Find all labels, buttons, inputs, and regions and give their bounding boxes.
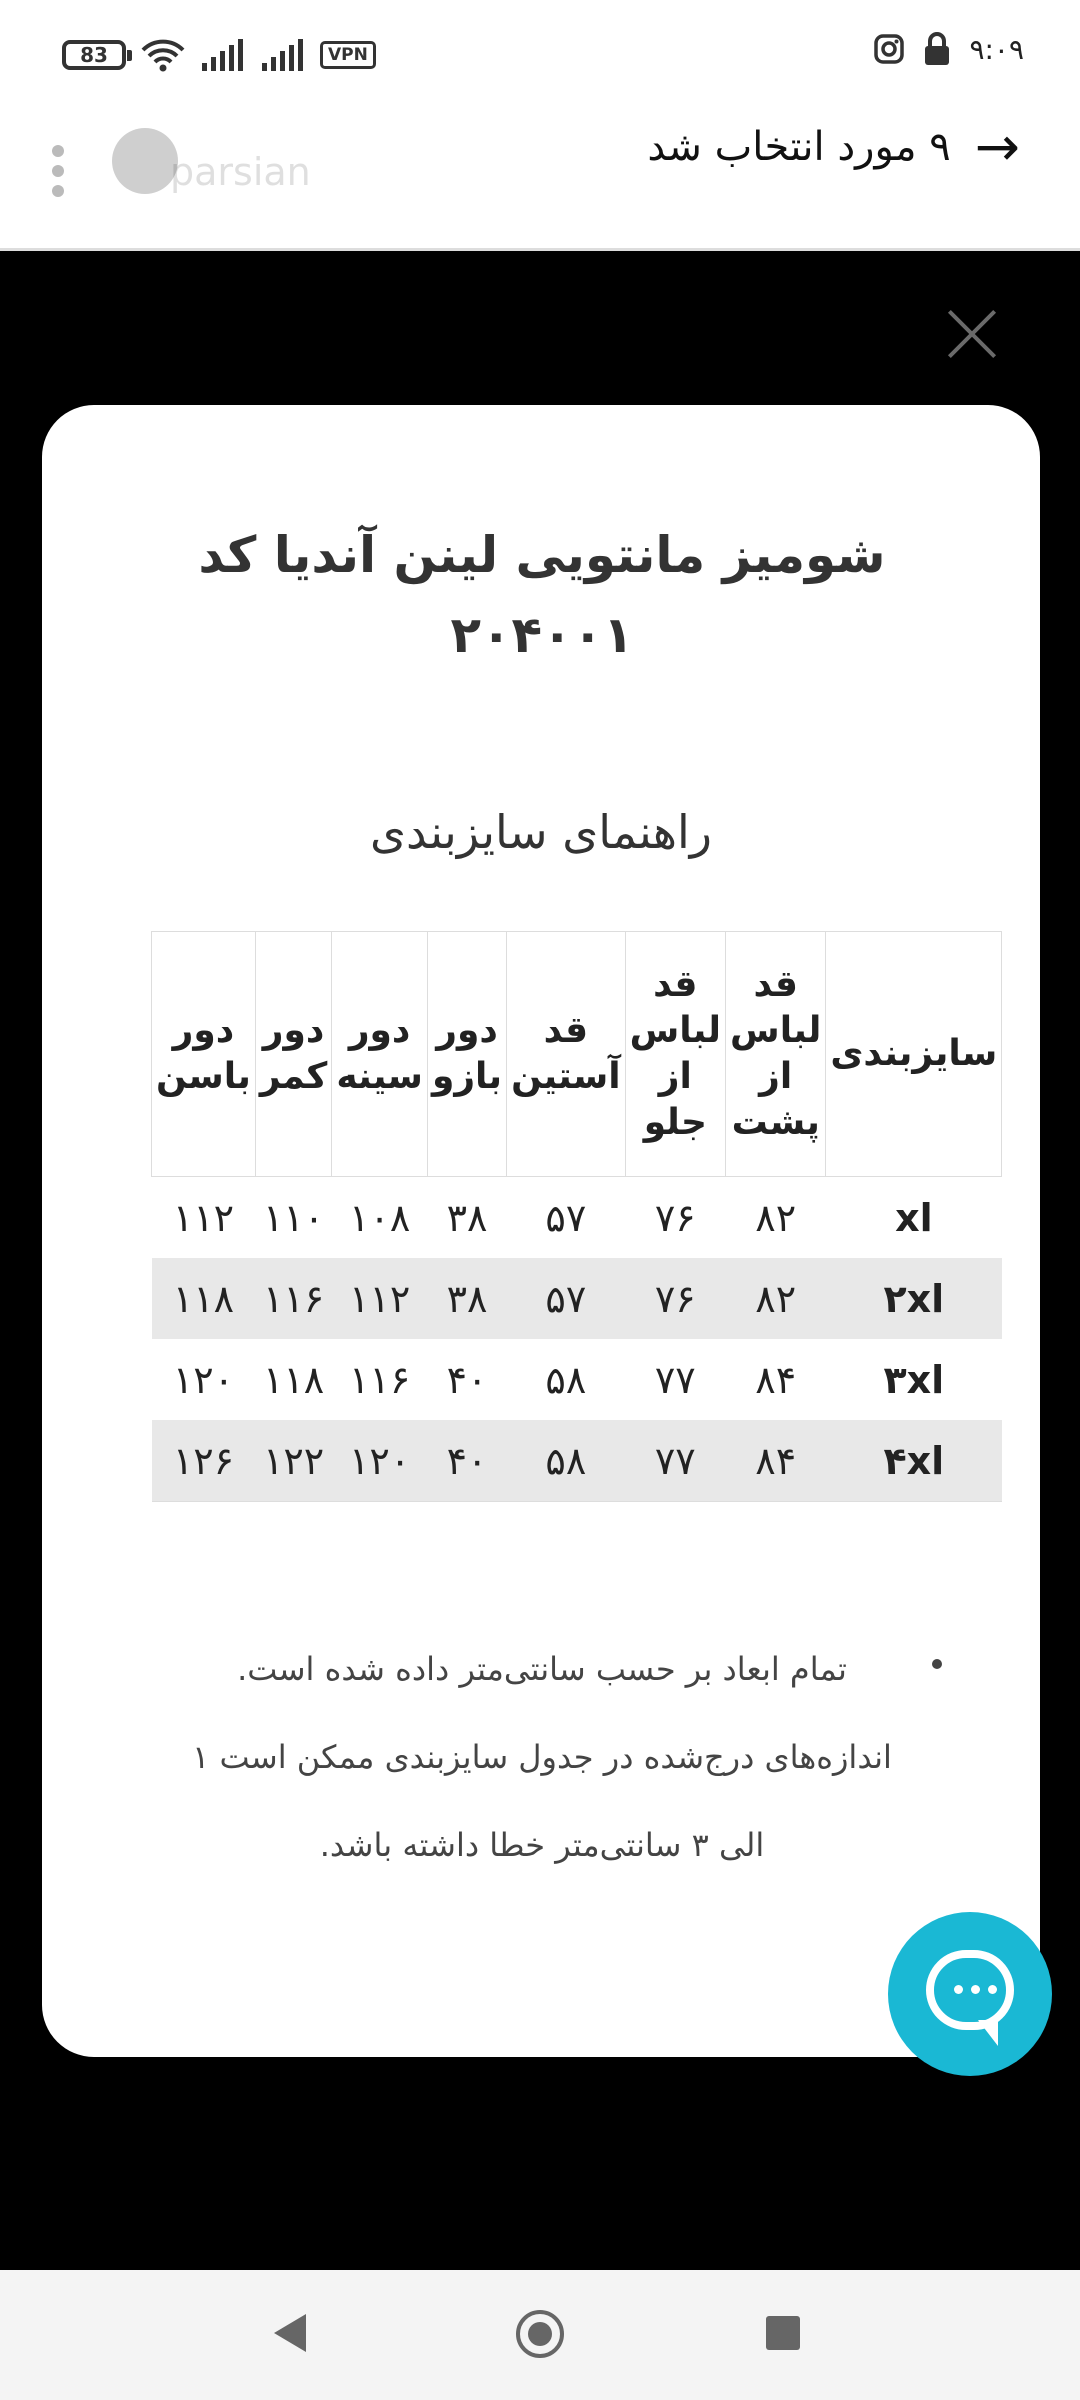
instagram-icon <box>873 33 905 65</box>
more-options-icon[interactable] <box>52 145 66 205</box>
battery-level: 83 <box>80 43 108 67</box>
table-cell: ۵۷ <box>507 1258 626 1339</box>
size-table <box>151 931 1002 1502</box>
table-cell: ۱۲۶ <box>152 1420 256 1502</box>
table-cell: ۷۷ <box>654 1357 696 1402</box>
selection-header <box>647 115 1020 178</box>
battery-icon <box>62 40 126 70</box>
table-cell: ۳۸ <box>446 1195 488 1240</box>
table-cell: ۸۴ <box>755 1357 797 1402</box>
chat-button[interactable] <box>888 1912 1052 2076</box>
header-waist-circumference: دور کمر <box>255 932 331 1177</box>
table-cell: ۸۴ <box>726 1420 826 1502</box>
table-cell: ۱۱۲ <box>332 1258 428 1339</box>
table-cell: ۱۰۸ <box>349 1195 411 1240</box>
system-nav-bar <box>0 2270 1080 2400</box>
table-header-row <box>152 932 1002 1177</box>
vpn-icon: VPN <box>320 41 376 69</box>
table-cell: ۳۸ <box>427 1258 506 1339</box>
signal-icon <box>200 39 246 71</box>
table-cell: ۱۱۲ <box>172 1195 235 1240</box>
app-bar-background-text: parsian <box>170 150 311 194</box>
table-cell: ۷۶ <box>654 1195 696 1240</box>
table-cell: ۱۱۶ <box>349 1357 411 1402</box>
table-cell: ۱۲۰ <box>332 1420 428 1502</box>
lock-icon <box>923 32 951 66</box>
size-guide-title: راهنمای سایزبندی <box>370 805 712 859</box>
table-cell: ۵۸ <box>545 1357 587 1402</box>
chat-bubble-tail <box>978 2020 998 2046</box>
header-sleeve-length: قد آستین <box>507 932 626 1177</box>
table-cell: ۷۷ <box>625 1420 725 1502</box>
size-notes <box>142 1625 942 1889</box>
table-cell: ۱۱۸ <box>152 1258 256 1339</box>
table-cell: ۴۰ <box>446 1357 488 1402</box>
header-chest-circumference: دور سینه <box>332 932 428 1177</box>
close-icon[interactable] <box>944 306 1000 362</box>
table-cell: ۱۱۶ <box>255 1258 331 1339</box>
table-row <box>152 1177 1002 1259</box>
table-cell: ۱۱۰ <box>262 1195 325 1240</box>
table-row <box>152 1339 1002 1420</box>
table-cell: ۵۸ <box>507 1420 626 1502</box>
note-line: تمام ابعاد بر حسب سانتی‌متر داده شده است. <box>237 1650 847 1688</box>
table-row <box>152 1258 1002 1339</box>
table-cell: ۸۲ <box>726 1258 826 1339</box>
table-cell: ۳xl <box>883 1357 945 1402</box>
note-line: الی ۳ سانتی‌متر خطا داشته باشد. <box>319 1826 765 1864</box>
selection-count-label: ۹ مورد انتخاب شد <box>647 124 951 170</box>
status-left-icons <box>62 38 376 72</box>
header-back-length: قد لباس از پشت <box>726 932 826 1177</box>
chat-dots-icon <box>954 1985 997 1994</box>
table-cell: ۱۲۰ <box>172 1357 235 1402</box>
table-cell: ۸۲ <box>755 1195 797 1240</box>
table-cell: ۱۱۸ <box>262 1357 325 1402</box>
table-cell: ۴۰ <box>427 1420 506 1502</box>
wifi-icon <box>140 38 186 72</box>
header-hip-circumference: دور باسن <box>152 932 256 1177</box>
nav-back-icon[interactable] <box>274 2314 306 2352</box>
nav-home-icon[interactable] <box>516 2310 564 2358</box>
table-cell: ۴xl <box>826 1420 1002 1502</box>
table-row <box>152 1420 1002 1502</box>
avatar <box>112 128 178 194</box>
table-cell: ۵۷ <box>545 1195 587 1240</box>
size-guide-modal <box>42 405 1040 2057</box>
status-time: ۹:۰۹ <box>969 32 1024 66</box>
table-cell: ۷۶ <box>625 1258 725 1339</box>
header-arm-circumference: دور بازو <box>427 932 506 1177</box>
note-line: اندازه‌های درج‌شده در جدول سایزبندی ممکن است ۱ <box>192 1738 892 1776</box>
status-bar <box>0 0 1080 90</box>
status-right-icons <box>873 32 1024 66</box>
bullet-icon <box>932 1659 942 1669</box>
table-cell: xl <box>895 1195 933 1240</box>
app-bar <box>0 90 1080 251</box>
table-cell: ۱۲۲ <box>255 1420 331 1502</box>
signal-icon-2 <box>260 39 306 71</box>
header-front-length: قد لباس از جلو <box>625 932 725 1177</box>
back-arrow-icon[interactable]: → <box>974 115 1020 178</box>
header-size: سایزبندی <box>826 932 1002 1177</box>
product-title: شومیز مانتویی لینن آندیا کد ۲۰۴۰۰۱ <box>198 526 886 664</box>
nav-recent-apps-icon[interactable] <box>766 2316 800 2350</box>
table-cell: ۲xl <box>826 1258 1002 1339</box>
